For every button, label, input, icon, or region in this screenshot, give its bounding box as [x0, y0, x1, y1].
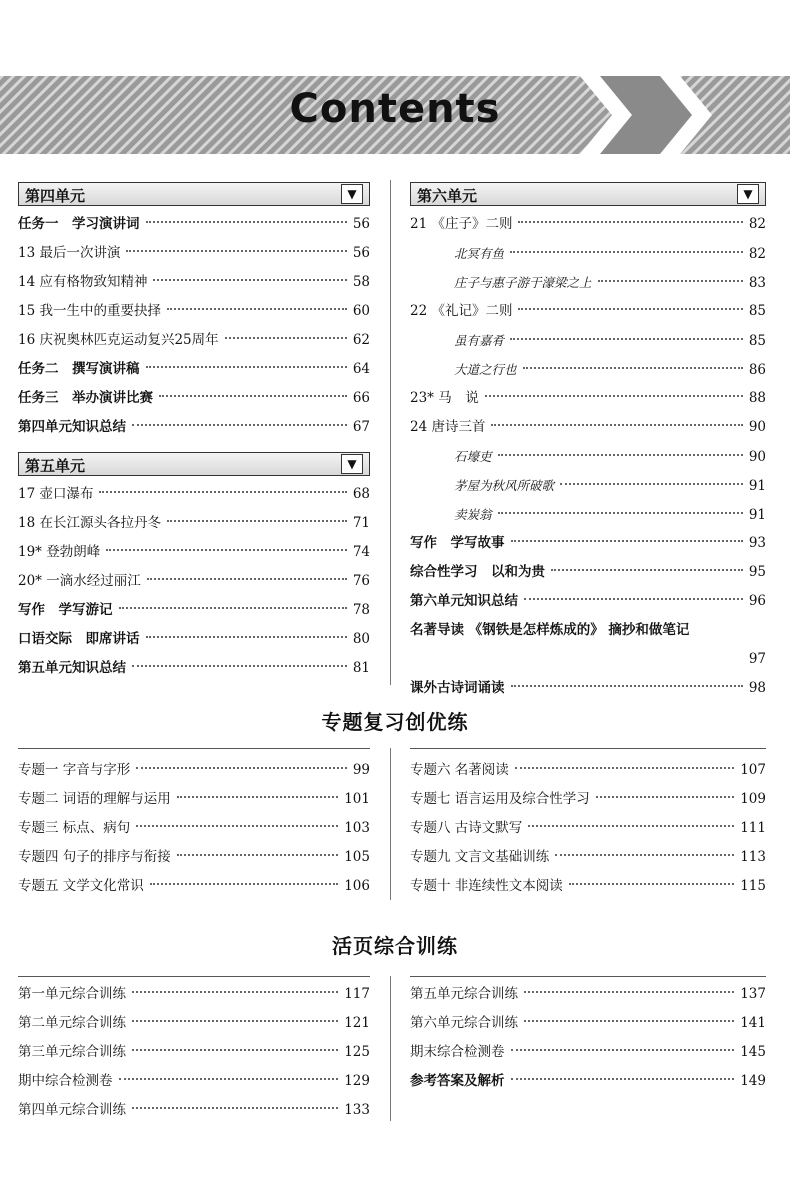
toc-entry-title: 第五单元知识总结 — [18, 660, 126, 676]
dot-leader — [528, 825, 734, 827]
toc-entry-title: 卖炭翁 — [454, 507, 492, 522]
toc-entry — [18, 1009, 370, 1038]
toc-entry-title: 专题四 句子的排序与衔接 — [18, 849, 171, 865]
toc-entry — [18, 785, 370, 814]
toc-entry-title: 第五单元综合训练 — [410, 986, 518, 1002]
toc-entry-title: 13 最后一次讲演 — [18, 245, 121, 261]
dot-leader — [498, 454, 743, 456]
toc-entry — [410, 587, 766, 616]
unit-6-header — [410, 182, 766, 206]
dot-leader — [225, 337, 347, 339]
dot-leader — [167, 308, 347, 310]
dot-leader — [498, 512, 743, 514]
toc-entry-title: 虽有嘉肴 — [454, 333, 505, 348]
toc-entry — [410, 558, 766, 587]
dot-leader — [518, 221, 742, 223]
dot-leader — [523, 367, 743, 369]
dot-leader — [106, 549, 347, 551]
toc-entry-title: 名著导读 《钢铁是怎样炼成的》 摘抄和做笔记 — [410, 622, 690, 638]
toc-entry — [18, 538, 370, 567]
toc-entry — [410, 268, 766, 297]
toc-entry-page: 58 — [352, 274, 370, 290]
toc-entry — [18, 480, 370, 509]
toc-entry-page: 88 — [748, 390, 766, 406]
toc-entry — [410, 814, 766, 843]
dot-leader — [598, 280, 743, 282]
toc-entry-title: 大道之行也 — [454, 362, 517, 377]
practice-section-title: 活页综合训练 — [332, 934, 458, 958]
toc-entry-page: 141 — [740, 1015, 766, 1031]
toc-entry-title: 23* 马 说 — [410, 390, 479, 406]
toc-entry-page: 76 — [352, 573, 370, 589]
dot-leader — [132, 665, 347, 667]
toc-entry-page: 111 — [740, 820, 766, 836]
review-left-list — [18, 756, 370, 901]
dot-leader — [551, 569, 743, 571]
toc-entry — [410, 210, 766, 239]
dot-leader — [510, 338, 743, 340]
toc-entry-page: 78 — [352, 602, 370, 618]
toc-entry-title: 第二单元综合训练 — [18, 1015, 126, 1031]
toc-entry-page: 91 — [748, 507, 766, 523]
toc-entry-page: 96 — [748, 593, 766, 609]
unit-4-header — [18, 182, 370, 206]
dot-leader — [146, 366, 347, 368]
toc-entry-page: 149 — [740, 1073, 766, 1089]
toc-entry-title: 写作 学写故事 — [410, 535, 505, 551]
toc-entry-title: 第三单元综合训练 — [18, 1044, 126, 1060]
unit-6-list — [410, 210, 766, 703]
toc-entry-page: 90 — [748, 419, 766, 435]
unit-5-label: 第五单元 — [25, 457, 86, 475]
toc-entry-page: 82 — [748, 246, 766, 262]
toc-entry — [18, 413, 370, 442]
dot-leader — [147, 578, 347, 580]
toc-entry-title: 18 在长江源头各拉丹冬 — [18, 515, 161, 531]
toc-entry-page: 95 — [748, 564, 766, 580]
toc-entry-title: 第四单元综合训练 — [18, 1102, 126, 1118]
review-right-list — [410, 756, 766, 901]
toc-entry-page: 91 — [748, 478, 766, 494]
toc-entry-title: 专题三 标点、病句 — [18, 820, 131, 836]
toc-entry-title: 第四单元知识总结 — [18, 419, 126, 435]
toc-entry-page: 56 — [352, 216, 370, 232]
dot-leader — [132, 424, 347, 426]
dot-leader — [126, 250, 346, 252]
toc-entry — [410, 645, 766, 674]
toc-entry-page: 107 — [740, 762, 766, 778]
practice-top-rule — [410, 976, 766, 977]
toc-entry — [18, 297, 370, 326]
toc-entry-page: 103 — [344, 820, 370, 836]
dot-leader — [167, 520, 347, 522]
toc-entry-page: 71 — [352, 515, 370, 531]
toc-entry-title: 专题五 文学文化常识 — [18, 878, 144, 894]
toc-entry-title: 22 《礼记》二则 — [410, 303, 513, 319]
toc-entry — [410, 297, 766, 326]
toc-entry-title: 15 我一生中的重要抉择 — [18, 303, 161, 319]
contents-title: Contents — [289, 86, 501, 132]
dot-leader — [119, 607, 347, 609]
left-column — [18, 182, 370, 683]
toc-entry — [18, 980, 370, 1009]
dot-leader — [510, 251, 743, 253]
chevron-down-icon: ▼ — [737, 184, 759, 204]
toc-entry — [410, 471, 766, 500]
dot-leader — [524, 1020, 734, 1022]
dot-leader — [159, 395, 347, 397]
toc-entry-page: 133 — [344, 1102, 370, 1118]
unit-5-header — [18, 452, 370, 476]
dot-leader — [569, 883, 734, 885]
toc-entry — [410, 355, 766, 384]
toc-entry — [410, 413, 766, 442]
toc-entry — [18, 567, 370, 596]
dot-leader — [119, 1078, 339, 1080]
toc-entry-page: 80 — [352, 631, 370, 647]
toc-entry-page: 98 — [748, 680, 766, 696]
toc-entry-page: 121 — [344, 1015, 370, 1031]
toc-entry-title: 专题九 文言文基础训练 — [410, 849, 550, 865]
practice-left-list — [18, 980, 370, 1125]
toc-entry-title: 任务三 举办演讲比赛 — [18, 390, 153, 406]
toc-entry-page: 99 — [352, 762, 370, 778]
toc-entry-title: 任务一 学习演讲词 — [18, 216, 140, 232]
dot-leader — [596, 796, 734, 798]
toc-entry-page: 105 — [344, 849, 370, 865]
toc-entry — [18, 384, 370, 413]
toc-entry — [18, 1067, 370, 1096]
review-section-title: 专题复习创优练 — [321, 710, 469, 734]
toc-entry — [18, 1096, 370, 1125]
dot-leader — [518, 308, 742, 310]
toc-entry-title: 24 唐诗三首 — [410, 419, 486, 435]
dot-leader — [555, 854, 734, 856]
toc-entry — [410, 384, 766, 413]
toc-entry-page: 64 — [352, 361, 370, 377]
toc-entry — [410, 326, 766, 355]
dot-leader — [153, 279, 346, 281]
dot-leader — [511, 540, 743, 542]
toc-entry-page: 93 — [748, 535, 766, 551]
toc-entry-title: 21 《庄子》二则 — [410, 216, 513, 232]
toc-entry-page: 101 — [344, 791, 370, 807]
toc-entry-title: 专题二 词语的理解与运用 — [18, 791, 171, 807]
toc-entry — [410, 239, 766, 268]
toc-entry — [18, 355, 370, 384]
toc-entry-title: 16 庆祝奥林匹克运动复兴25周年 — [18, 332, 219, 348]
toc-entry-title: 专题一 字音与字形 — [18, 762, 131, 778]
toc-entry-title: 口语交际 即席讲话 — [18, 631, 140, 647]
toc-entry — [18, 210, 370, 239]
toc-entry — [410, 980, 766, 1009]
right-column — [410, 182, 766, 703]
dot-leader — [136, 825, 338, 827]
toc-entry — [18, 268, 370, 297]
dot-leader — [132, 1020, 338, 1022]
toc-entry-title: 17 壶口瀑布 — [18, 486, 94, 502]
toc-entry — [18, 625, 370, 654]
toc-entry-title: 20* 一滴水经过丽江 — [18, 573, 141, 589]
toc-entry-page: 68 — [352, 486, 370, 502]
toc-entry-title: 课外古诗词诵读 — [410, 680, 505, 696]
unit-4-list — [18, 210, 370, 442]
dot-leader — [136, 767, 347, 769]
toc-entry-page: 60 — [352, 303, 370, 319]
dot-leader — [132, 991, 338, 993]
dot-leader — [146, 636, 347, 638]
toc-entry — [18, 872, 370, 901]
chevron-down-icon: ▼ — [341, 454, 363, 474]
toc-entry-title: 专题八 古诗文默写 — [410, 820, 523, 836]
toc-entry-title: 庄子与惠子游于濠梁之上 — [454, 275, 592, 290]
toc-entry-title: 专题六 名著阅读 — [410, 762, 509, 778]
toc-entry — [410, 616, 766, 645]
toc-entry-title: 19* 登勃朗峰 — [18, 544, 101, 560]
toc-entry — [18, 596, 370, 625]
toc-entry-title: 石壕吏 — [454, 449, 492, 464]
toc-entry-page: 109 — [740, 791, 766, 807]
dot-leader — [132, 1107, 338, 1109]
unit-4-label: 第四单元 — [25, 187, 86, 205]
column-divider — [390, 748, 391, 900]
toc-entry — [18, 654, 370, 683]
chevron-down-icon: ▼ — [341, 184, 363, 204]
toc-entry — [410, 1038, 766, 1067]
practice-top-rule — [18, 976, 370, 977]
toc-entry-page: 113 — [740, 849, 766, 865]
review-top-rule — [410, 748, 766, 749]
toc-entry-title: 期中综合检测卷 — [18, 1073, 113, 1089]
toc-entry-page: 56 — [352, 245, 370, 261]
toc-entry — [410, 442, 766, 471]
toc-entry-page: 145 — [740, 1044, 766, 1060]
toc-entry — [18, 814, 370, 843]
toc-entry-page: 125 — [344, 1044, 370, 1060]
dot-leader — [146, 221, 347, 223]
toc-entry-page: 85 — [748, 303, 766, 319]
toc-entry — [18, 326, 370, 355]
toc-entry-page: 115 — [740, 878, 766, 894]
dot-leader — [150, 883, 338, 885]
unit-6-label: 第六单元 — [417, 187, 478, 205]
dot-leader — [511, 685, 743, 687]
toc-entry-page: 137 — [740, 986, 766, 1002]
toc-entry-page: 86 — [748, 362, 766, 378]
toc-entry-title: 第六单元知识总结 — [410, 593, 518, 609]
toc-entry-page: 97 — [748, 651, 766, 667]
toc-entry-page: 66 — [352, 390, 370, 406]
dot-leader — [515, 767, 734, 769]
dot-leader — [491, 424, 742, 426]
toc-entry-page: 74 — [352, 544, 370, 560]
toc-entry — [410, 1009, 766, 1038]
toc-entry-page: 90 — [748, 449, 766, 465]
toc-entry-title: 14 应有格物致知精神 — [18, 274, 148, 290]
toc-entry — [410, 674, 766, 703]
dot-leader — [485, 395, 743, 397]
dot-leader — [511, 1078, 735, 1080]
toc-entry — [410, 529, 766, 558]
toc-entry — [18, 239, 370, 268]
toc-entry — [410, 500, 766, 529]
dot-leader — [511, 1049, 735, 1051]
toc-entry-page: 85 — [748, 333, 766, 349]
review-top-rule — [18, 748, 370, 749]
toc-entry — [18, 509, 370, 538]
toc-entry-page: 106 — [344, 878, 370, 894]
dot-leader — [132, 1049, 338, 1051]
toc-entry-title: 专题十 非连续性文本阅读 — [410, 878, 563, 894]
toc-entry — [18, 843, 370, 872]
toc-entry-title: 综合性学习 以和为贵 — [410, 564, 545, 580]
dot-leader — [524, 991, 734, 993]
column-divider — [390, 976, 391, 1121]
toc-entry-page: 67 — [352, 419, 370, 435]
toc-entry — [410, 785, 766, 814]
toc-entry-title: 茅屋为秋风所破歌 — [454, 478, 555, 493]
column-divider — [390, 180, 391, 685]
toc-entry-page: 62 — [352, 332, 370, 348]
dot-leader — [560, 483, 743, 485]
toc-entry-page: 83 — [748, 275, 766, 291]
toc-entry-title: 任务二 撰写演讲稿 — [18, 361, 140, 377]
toc-entry — [410, 872, 766, 901]
practice-right-list — [410, 980, 766, 1096]
toc-entry — [410, 843, 766, 872]
toc-entry-title: 写作 学写游记 — [18, 602, 113, 618]
toc-entry-page: 117 — [344, 986, 370, 1002]
toc-entry-title: 专题七 语言运用及综合性学习 — [410, 791, 590, 807]
toc-entry-title: 参考答案及解析 — [410, 1073, 505, 1089]
toc-entry-page: 81 — [352, 660, 370, 676]
toc-entry — [410, 756, 766, 785]
toc-entry-title: 北冥有鱼 — [454, 246, 505, 261]
dot-leader — [177, 796, 338, 798]
toc-entry — [18, 756, 370, 785]
toc-entry-page: 82 — [748, 216, 766, 232]
dot-leader — [99, 491, 346, 493]
toc-entry-title: 第六单元综合训练 — [410, 1015, 518, 1031]
toc-entry-title: 第一单元综合训练 — [18, 986, 126, 1002]
toc-entry-page: 129 — [344, 1073, 370, 1089]
toc-entry — [18, 1038, 370, 1067]
unit-5-list — [18, 480, 370, 683]
toc-entry-title: 期末综合检测卷 — [410, 1044, 505, 1060]
dot-leader — [177, 854, 338, 856]
dot-leader — [524, 598, 743, 600]
toc-entry — [410, 1067, 766, 1096]
